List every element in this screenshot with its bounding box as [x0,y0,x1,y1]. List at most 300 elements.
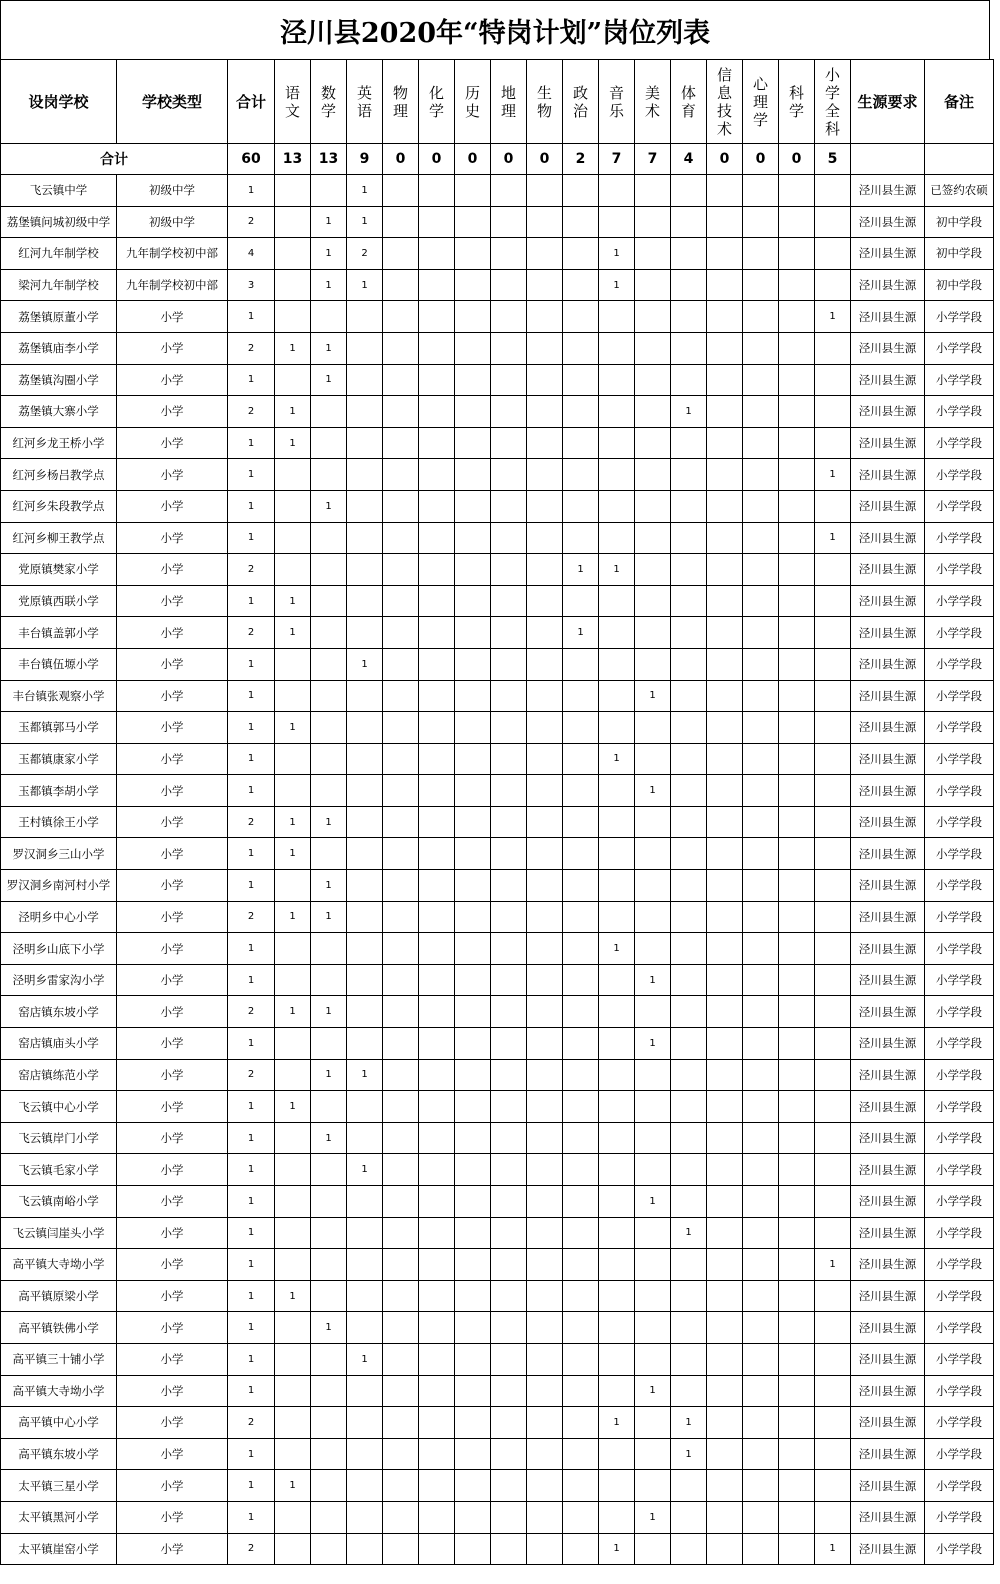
school-type-cell: 小学 [117,680,228,712]
subject-empty-cell [527,332,563,364]
note-cell: 小学学段 [925,522,994,554]
subject-empty-cell [491,870,527,902]
subject-empty-cell [743,712,779,744]
subject-empty-cell [815,1280,851,1312]
subject-empty-cell [743,1122,779,1154]
origin-cell: 泾川县生源 [851,332,925,364]
subject-empty-cell [527,712,563,744]
row-total-cell: 1 [228,743,275,775]
subject-empty-cell [347,1091,383,1123]
subject-empty-cell [815,933,851,965]
subject-empty-cell [779,1186,815,1218]
origin-cell: 泾川县生源 [851,1407,925,1439]
school-type-cell: 小学 [117,1059,228,1091]
table-row [1,301,994,333]
school-type-cell: 小学 [117,838,228,870]
subject-empty-cell [671,1028,707,1060]
subject-empty-cell [707,1186,743,1218]
subject-empty-cell [419,459,455,491]
subject-count-cell: 1 [275,1091,311,1123]
subject-empty-cell [527,743,563,775]
totals-cell: 0 [779,144,815,175]
subject-empty-cell [527,648,563,680]
subject-empty-cell [599,1154,635,1186]
origin-cell: 泾川县生源 [851,838,925,870]
subject-empty-cell [815,1091,851,1123]
subject-empty-cell [347,1249,383,1281]
subject-empty-cell [347,364,383,396]
subject-empty-cell [527,1122,563,1154]
school-type-cell: 小学 [117,901,228,933]
subject-empty-cell [779,838,815,870]
subject-empty-cell [779,1312,815,1344]
subject-empty-cell [347,838,383,870]
table-row [1,175,994,207]
subject-empty-cell [527,1059,563,1091]
subject-empty-cell [419,775,455,807]
subject-empty-cell [419,870,455,902]
subject-empty-cell [707,332,743,364]
school-name-cell: 高平镇原梁小学 [1,1280,117,1312]
subject-empty-cell [311,396,347,428]
school-type-cell: 小学 [117,996,228,1028]
origin-cell: 泾川县生源 [851,1091,925,1123]
note-cell: 小学学段 [925,1533,994,1565]
subject-count-cell: 1 [347,269,383,301]
row-total-cell: 1 [228,1217,275,1249]
subject-empty-cell [599,522,635,554]
subject-empty-cell [527,175,563,207]
subject-empty-cell [491,1533,527,1565]
subject-empty-cell [743,396,779,428]
subject-empty-cell [599,1501,635,1533]
row-total-cell: 1 [228,680,275,712]
row-total-cell: 1 [228,1028,275,1060]
column-header: 英语 [347,60,383,144]
subject-empty-cell [383,175,419,207]
subject-empty-cell [635,838,671,870]
subject-empty-cell [383,1249,419,1281]
subject-empty-cell [779,806,815,838]
subject-empty-cell [599,712,635,744]
subject-empty-cell [563,1343,599,1375]
subject-empty-cell [779,1533,815,1565]
subject-empty-cell [419,680,455,712]
subject-empty-cell [419,1407,455,1439]
table-row [1,648,994,680]
subject-empty-cell [383,870,419,902]
origin-cell: 泾川县生源 [851,554,925,586]
subject-empty-cell [419,238,455,270]
note-cell: 小学学段 [925,1312,994,1344]
subject-count-cell: 1 [635,775,671,807]
subject-count-cell: 1 [311,206,347,238]
note-cell: 小学学段 [925,1217,994,1249]
row-total-cell: 1 [228,1312,275,1344]
totals-cell: 2 [563,144,599,175]
totals-cell: 60 [228,144,275,175]
subject-empty-cell [275,648,311,680]
row-total-cell: 1 [228,933,275,965]
subject-empty-cell [455,838,491,870]
subject-empty-cell [275,1343,311,1375]
subject-empty-cell [563,585,599,617]
subject-empty-cell [671,870,707,902]
subject-empty-cell [743,870,779,902]
subject-empty-cell [743,1186,779,1218]
school-name-cell: 玉都镇郭马小学 [1,712,117,744]
subject-empty-cell [347,964,383,996]
subject-empty-cell [599,1375,635,1407]
subject-empty-cell [527,1154,563,1186]
origin-cell: 泾川县生源 [851,901,925,933]
subject-empty-cell [491,1186,527,1218]
subject-empty-cell [563,301,599,333]
subject-empty-cell [743,1280,779,1312]
subject-empty-cell [383,1343,419,1375]
subject-empty-cell [743,238,779,270]
subject-empty-cell [419,712,455,744]
subject-empty-cell [311,1217,347,1249]
subject-empty-cell [707,427,743,459]
subject-empty-cell [707,1375,743,1407]
subject-empty-cell [743,490,779,522]
subject-empty-cell [707,459,743,491]
subject-empty-cell [383,1470,419,1502]
subject-empty-cell [707,522,743,554]
subject-empty-cell [491,332,527,364]
subject-empty-cell [527,522,563,554]
subject-empty-cell [779,870,815,902]
subject-empty-cell [671,1343,707,1375]
row-total-cell: 1 [228,1375,275,1407]
subject-empty-cell [383,301,419,333]
subject-empty-cell [599,585,635,617]
column-header: 数学 [311,60,347,144]
subject-empty-cell [383,617,419,649]
subject-empty-cell [527,870,563,902]
subject-count-cell: 1 [563,554,599,586]
subject-empty-cell [743,806,779,838]
table-row [1,1217,994,1249]
school-type-cell: 小学 [117,1438,228,1470]
subject-empty-cell [383,1533,419,1565]
table-row [1,554,994,586]
subject-empty-cell [275,1217,311,1249]
subject-empty-cell [815,1028,851,1060]
subject-empty-cell [455,1533,491,1565]
totals-cell: 0 [743,144,779,175]
school-name-cell: 太平镇黑河小学 [1,1501,117,1533]
subject-empty-cell [671,1280,707,1312]
school-type-cell: 九年制学校初中部 [117,238,228,270]
school-type-cell: 小学 [117,1312,228,1344]
subject-count-cell: 1 [635,1501,671,1533]
subject-count-cell: 1 [311,269,347,301]
subject-empty-cell [383,1312,419,1344]
subject-empty-cell [815,490,851,522]
subject-empty-cell [383,427,419,459]
subject-empty-cell [671,1091,707,1123]
subject-empty-cell [635,617,671,649]
subject-empty-cell [527,775,563,807]
subject-empty-cell [707,806,743,838]
school-name-cell: 飞云镇中心小学 [1,1091,117,1123]
subject-empty-cell [419,806,455,838]
subject-empty-cell [491,175,527,207]
note-cell: 小学学段 [925,1438,994,1470]
column-header: 历史 [455,60,491,144]
column-header: 生源要求 [851,60,925,144]
totals-cell: 7 [635,144,671,175]
school-type-cell: 小学 [117,1533,228,1565]
subject-empty-cell [383,459,419,491]
subject-empty-cell [347,1028,383,1060]
subject-empty-cell [707,1122,743,1154]
subject-empty-cell [455,585,491,617]
subject-empty-cell [563,964,599,996]
totals-cell: 0 [707,144,743,175]
subject-empty-cell [491,522,527,554]
table-row [1,364,994,396]
subject-empty-cell [563,775,599,807]
subject-empty-cell [347,1470,383,1502]
subject-empty-cell [419,1186,455,1218]
subject-empty-cell [347,301,383,333]
subject-empty-cell [563,459,599,491]
subject-empty-cell [779,1217,815,1249]
table-row [1,1186,994,1218]
subject-empty-cell [347,806,383,838]
subject-empty-cell [419,1122,455,1154]
note-cell: 小学学段 [925,301,994,333]
note-cell: 小学学段 [925,1343,994,1375]
subject-empty-cell [779,301,815,333]
row-total-cell: 2 [228,206,275,238]
row-total-cell: 2 [228,996,275,1028]
subject-count-cell: 1 [311,1312,347,1344]
subject-empty-cell [491,901,527,933]
subject-empty-cell [563,238,599,270]
note-cell: 小学学段 [925,1186,994,1218]
subject-empty-cell [635,459,671,491]
school-name-cell: 窑店镇练范小学 [1,1059,117,1091]
subject-empty-cell [347,1312,383,1344]
subject-empty-cell [527,1028,563,1060]
origin-cell: 泾川县生源 [851,522,925,554]
subject-empty-cell [275,1438,311,1470]
column-header: 音乐 [599,60,635,144]
subject-empty-cell [635,933,671,965]
subject-empty-cell [455,396,491,428]
subject-empty-cell [455,175,491,207]
subject-empty-cell [419,838,455,870]
subject-empty-cell [347,743,383,775]
subject-empty-cell [743,1249,779,1281]
subject-empty-cell [527,459,563,491]
subject-empty-cell [419,1154,455,1186]
row-total-cell: 4 [228,238,275,270]
subject-empty-cell [599,1470,635,1502]
note-cell: 初中学段 [925,238,994,270]
subject-empty-cell [347,1122,383,1154]
subject-empty-cell [347,459,383,491]
subject-empty-cell [599,175,635,207]
school-name-cell: 丰台镇伍塬小学 [1,648,117,680]
subject-empty-cell [383,964,419,996]
subject-empty-cell [743,1059,779,1091]
school-type-cell: 小学 [117,775,228,807]
origin-cell: 泾川县生源 [851,1249,925,1281]
subject-empty-cell [491,964,527,996]
subject-empty-cell [491,838,527,870]
school-type-cell: 小学 [117,1122,228,1154]
subject-count-cell: 1 [347,648,383,680]
subject-empty-cell [455,1059,491,1091]
subject-empty-cell [347,870,383,902]
subject-empty-cell [707,712,743,744]
subject-empty-cell [743,269,779,301]
column-header: 小学全科 [815,60,851,144]
subject-empty-cell [635,1533,671,1565]
school-name-cell: 飞云镇闫崖头小学 [1,1217,117,1249]
subject-count-cell: 1 [635,1375,671,1407]
subject-empty-cell [707,1249,743,1281]
subject-empty-cell [419,1438,455,1470]
subject-empty-cell [527,1470,563,1502]
origin-cell: 泾川县生源 [851,396,925,428]
subject-count-cell: 1 [311,238,347,270]
school-type-cell: 小学 [117,870,228,902]
subject-empty-cell [563,1312,599,1344]
subject-empty-cell [491,301,527,333]
subject-empty-cell [671,743,707,775]
subject-empty-cell [311,1154,347,1186]
subject-empty-cell [347,490,383,522]
subject-empty-cell [275,554,311,586]
subject-count-cell: 1 [599,1407,635,1439]
school-type-cell: 小学 [117,933,228,965]
subject-empty-cell [671,175,707,207]
subject-empty-cell [707,648,743,680]
row-total-cell: 1 [228,1249,275,1281]
subject-count-cell: 1 [671,1438,707,1470]
subject-empty-cell [419,1533,455,1565]
origin-cell: 泾川县生源 [851,933,925,965]
subject-empty-cell [599,459,635,491]
subject-empty-cell [743,554,779,586]
note-cell: 小学学段 [925,1122,994,1154]
subject-empty-cell [743,680,779,712]
subject-empty-cell [383,1407,419,1439]
subject-empty-cell [491,996,527,1028]
subject-empty-cell [419,743,455,775]
subject-empty-cell [527,490,563,522]
subject-empty-cell [455,1249,491,1281]
subject-empty-cell [491,1059,527,1091]
column-header: 地理 [491,60,527,144]
subject-empty-cell [635,554,671,586]
subject-empty-cell [599,870,635,902]
subject-empty-cell [779,1407,815,1439]
subject-empty-cell [527,301,563,333]
subject-empty-cell [815,238,851,270]
table-row [1,1375,994,1407]
subject-empty-cell [563,1186,599,1218]
table-row [1,1407,994,1439]
subject-empty-cell [707,743,743,775]
subject-empty-cell [707,964,743,996]
subject-empty-cell [419,1091,455,1123]
row-total-cell: 1 [228,648,275,680]
subject-empty-cell [815,648,851,680]
subject-empty-cell [635,1438,671,1470]
subject-count-cell: 1 [275,996,311,1028]
subject-empty-cell [815,617,851,649]
subject-empty-cell [599,775,635,807]
subject-count-cell: 1 [311,490,347,522]
subject-empty-cell [311,522,347,554]
note-cell: 小学学段 [925,332,994,364]
school-name-cell: 红河乡朱段教学点 [1,490,117,522]
subject-count-cell: 1 [275,712,311,744]
subject-empty-cell [707,933,743,965]
school-type-cell: 小学 [117,617,228,649]
subject-empty-cell [743,1470,779,1502]
table-row [1,617,994,649]
subject-empty-cell [491,1217,527,1249]
subject-empty-cell [743,1438,779,1470]
subject-empty-cell [311,427,347,459]
subject-empty-cell [779,1122,815,1154]
school-name-cell: 梁河九年制学校 [1,269,117,301]
totals-cell: 0 [491,144,527,175]
subject-empty-cell [527,1249,563,1281]
subject-empty-cell [455,1186,491,1218]
school-type-cell: 小学 [117,1186,228,1218]
subject-empty-cell [599,806,635,838]
subject-empty-cell [707,838,743,870]
subject-empty-cell [455,522,491,554]
subject-empty-cell [671,996,707,1028]
subject-empty-cell [491,1407,527,1439]
subject-empty-cell [815,1438,851,1470]
subject-empty-cell [419,933,455,965]
table-row [1,1470,994,1502]
subject-empty-cell [707,901,743,933]
subject-empty-cell [311,743,347,775]
subject-empty-cell [815,964,851,996]
subject-empty-cell [743,1501,779,1533]
school-type-cell: 小学 [117,1091,228,1123]
subject-empty-cell [383,1154,419,1186]
row-total-cell: 1 [228,585,275,617]
row-total-cell: 1 [228,838,275,870]
subject-empty-cell [563,996,599,1028]
subject-empty-cell [383,743,419,775]
subject-empty-cell [383,1091,419,1123]
subject-empty-cell [455,996,491,1028]
subject-empty-cell [779,1501,815,1533]
subject-empty-cell [599,206,635,238]
subject-empty-cell [455,554,491,586]
subject-empty-cell [635,1091,671,1123]
subject-empty-cell [347,1533,383,1565]
subject-count-cell: 1 [599,1533,635,1565]
note-cell: 已签约农硕 [925,175,994,207]
school-type-cell: 小学 [117,1280,228,1312]
subject-empty-cell [743,996,779,1028]
